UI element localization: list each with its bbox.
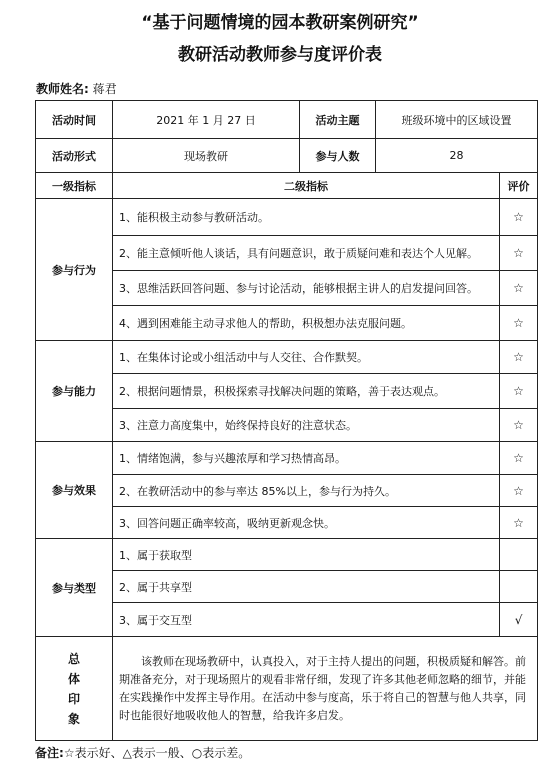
indicator-item: 1、能积极主动参与教研活动。 xyxy=(113,199,500,236)
indicator-item: 3、属于交互型 xyxy=(113,603,500,637)
indicator-item: 2、在教研活动中的参与率达 85%以上，参与行为持久。 xyxy=(113,475,500,507)
summary-text: 该教师在现场教研中，认真投入，对于主持人提出的问题，积极质疑和解答。前期准备充分，对于现场照片的观看非常仔细，发现了许多其他老师忽略的细节，并能在实践操作中发挥主导作用。在活动中参与度高，乐于将自己的智慧与他人共享，同时也能很好地吸收他人的智慧，给我许多启发。 xyxy=(113,637,538,741)
rating-cell: ☆ xyxy=(500,475,538,507)
document-title: “基于问题情境的园本教研案例研究” xyxy=(141,13,419,33)
participant-count-label: 参与人数 xyxy=(300,139,376,173)
rating-cell: ☆ xyxy=(500,374,538,409)
indicator-item: 1、情绪饱满，参与兴趣浓厚和学习热情高昂。 xyxy=(113,442,500,475)
note-text: ☆表示好、△表示一般、○表示差。 xyxy=(63,746,251,760)
participant-count-value: 28 xyxy=(376,139,538,173)
indicator-item: 1、属于获取型 xyxy=(113,539,500,571)
indicator-item: 3、回答问题正确率较高，吸纳更新观念快。 xyxy=(113,507,500,539)
summary-label xyxy=(36,637,113,741)
indicator-item: 2、能主意倾听他人谈话，具有问题意识，敢于质疑问难和表达个人见解。 xyxy=(113,236,500,271)
rating-cell xyxy=(500,539,538,571)
rating-cell: ☆ xyxy=(500,341,538,374)
indicator-item: 4、遇到困难能主动寻求他人的帮助，积极想办法克服问题。 xyxy=(113,306,500,341)
header-rating: 评价 xyxy=(500,173,538,199)
indicator-item: 1、在集体讨论或小组活动中与人交往、合作默契。 xyxy=(113,341,500,374)
rating-cell xyxy=(500,571,538,603)
note-label: 备注: xyxy=(35,746,64,760)
summary-label-char: 印 xyxy=(67,691,80,706)
summary-label-char: 总 xyxy=(67,651,80,666)
rating-cell: ☆ xyxy=(500,271,538,306)
indicator-item: 3、思维活跃回答问题、参与讨论活动，能够根据主讲人的启发提问回答。 xyxy=(113,271,500,306)
group-name: 参与类型 xyxy=(36,539,113,637)
activity-form-value: 现场教研 xyxy=(113,139,300,173)
summary-label-char: 体 xyxy=(67,671,80,686)
group-name: 参与能力 xyxy=(36,341,113,442)
rating-cell: ☆ xyxy=(500,507,538,539)
indicator-item: 3、注意力高度集中，始终保持良好的注意状态。 xyxy=(113,409,500,442)
indicator-item: 2、属于共享型 xyxy=(113,571,500,603)
activity-time-label: 活动时间 xyxy=(36,101,113,139)
teacher-name: 蒋君 xyxy=(92,82,117,96)
header-level1: 一级指标 xyxy=(36,173,113,199)
header-level2: 二级指标 xyxy=(113,173,500,199)
rating-cell: ☆ xyxy=(500,409,538,442)
rating-cell: ☆ xyxy=(500,236,538,271)
rating-cell: ☆ xyxy=(500,199,538,236)
rating-cell: ☆ xyxy=(500,442,538,475)
evaluation-table xyxy=(35,100,538,741)
rating-cell: √ xyxy=(500,603,538,637)
indicator-item: 2、根据问题情景，积极探索寻找解决问题的策略，善于表达观点。 xyxy=(113,374,500,409)
form-title: 教研活动教师参与度评价表 xyxy=(178,45,382,65)
activity-time-value: 2021 年 1 月 27 日 xyxy=(113,101,300,139)
activity-form-label: 活动形式 xyxy=(36,139,113,173)
rating-cell: ☆ xyxy=(500,306,538,341)
teacher-label: 教师姓名: xyxy=(36,82,89,96)
group-name: 参与效果 xyxy=(36,442,113,539)
activity-theme-value: 班级环境中的区域设置 xyxy=(376,101,538,139)
group-name: 参与行为 xyxy=(36,199,113,341)
activity-theme-label: 活动主题 xyxy=(300,101,376,139)
teacher-line xyxy=(36,80,117,97)
note xyxy=(35,744,250,761)
summary-label-char: 象 xyxy=(67,711,80,726)
